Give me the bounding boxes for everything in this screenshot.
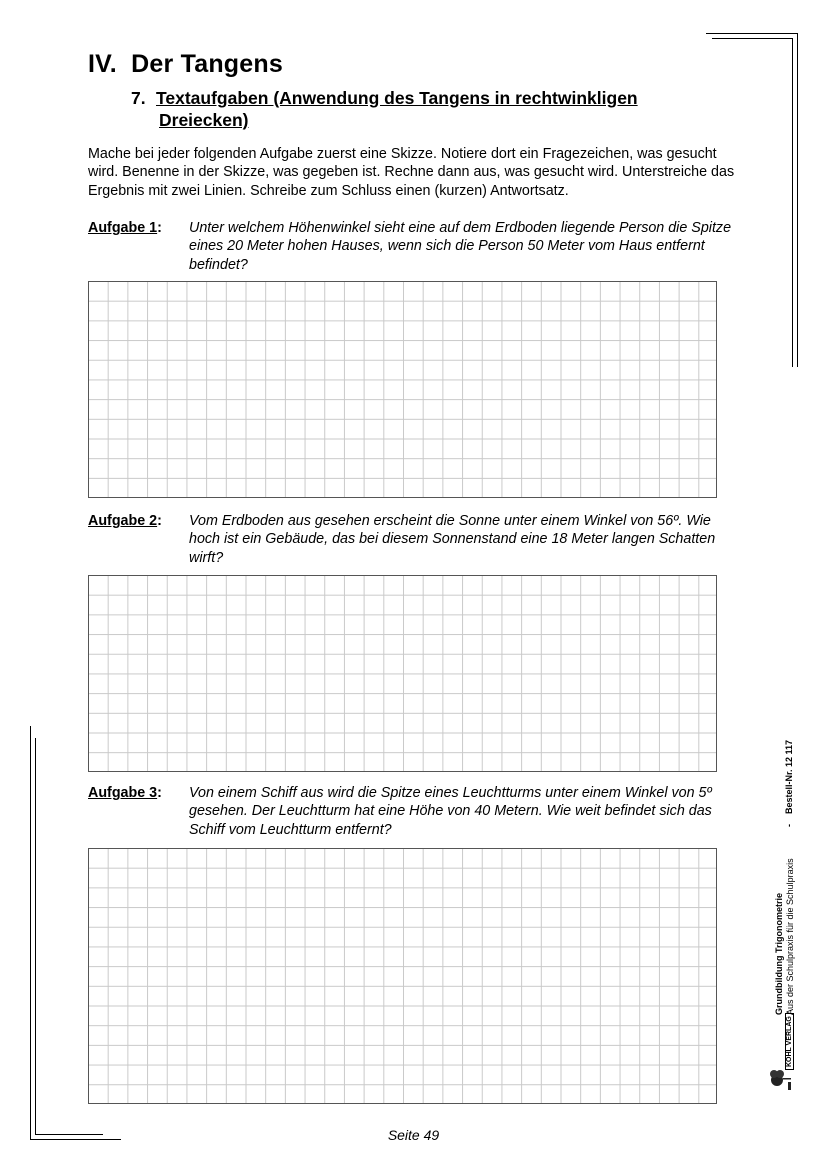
frame-top-line-outer bbox=[706, 33, 798, 34]
section-title: Der Tangens bbox=[131, 50, 283, 78]
logo-text: KOHL VERLAG bbox=[785, 1013, 794, 1070]
intro-paragraph: Mache bei jeder folgenden Aufgabe zuerst eine Skizze. Notiere dort ein Fragezeichen, was gesucht wird. Benenne in der Skizze, was gegeben ist. Rechne dann aus, was gesucht wird. Unterstreiche das Ergebnis mit zwei Linien. Schreibe zum Schluss einen (kurzen) Antwortsatz. bbox=[88, 146, 735, 199]
section-heading bbox=[88, 50, 283, 79]
page-number: Seite 49 bbox=[387, 1127, 440, 1143]
task-2-label: Aufgabe 2: bbox=[88, 513, 162, 529]
order-number-block bbox=[784, 737, 795, 827]
subsection-heading bbox=[131, 87, 638, 131]
task-1-label: Aufgabe 1: bbox=[88, 220, 162, 236]
subsection-number: 7. bbox=[131, 88, 146, 108]
task-2-text: Vom Erdboden aus gesehen erscheint die Sonne unter einem Winkel von 56º. Wie hoch ist ein Gebäude, das bei diesem Sonnenstand eine 18 Meter langen Schatten wirft? bbox=[189, 513, 716, 566]
section-number: IV. bbox=[88, 50, 117, 78]
frame-right-line-inner bbox=[792, 38, 793, 367]
task-3-label: Aufgabe 3: bbox=[88, 785, 162, 801]
frame-top-line-inner bbox=[712, 38, 793, 39]
task-3-text: Von einem Schiff aus wird die Spitze eines Leuchtturms unter einem Winkel von 5º gesehen. Der Leuchtturm hat eine Höhe von 40 Metern. Wie weit befindet sich das Schiff vom Leuchtturm entfernt? bbox=[189, 785, 712, 838]
frame-left-line-outer bbox=[30, 726, 31, 1140]
frame-right-line-outer bbox=[797, 33, 798, 367]
imprint-title: Grundbildung Trigonometrie bbox=[774, 893, 784, 1015]
imprint-subtitle: Aus der Schulpraxis für die Schulpraxis bbox=[785, 858, 795, 1015]
task-2-answer-grid[interactable] bbox=[88, 575, 717, 772]
task-1-answer-grid[interactable] bbox=[88, 281, 717, 498]
order-separator: - bbox=[784, 824, 794, 827]
subsection-title-line2: Dreiecken) bbox=[159, 110, 249, 130]
frame-left-line-inner bbox=[35, 738, 36, 1135]
subsection-title-line1: Textaufgaben (Anwendung des Tangens in rechtwinkligen bbox=[156, 88, 638, 108]
publisher-logo bbox=[768, 1016, 798, 1092]
task-3-answer-grid[interactable] bbox=[88, 848, 717, 1104]
task-1-text: Unter welchem Höhenwinkel sieht eine auf dem Erdboden liegende Person die Spitze eines 20 Meter hohen Hauses, wenn sich die Person 50 Meter vom Haus entfernt befindet? bbox=[189, 220, 732, 273]
order-number: Bestell-Nr. 12 117 bbox=[784, 739, 794, 814]
